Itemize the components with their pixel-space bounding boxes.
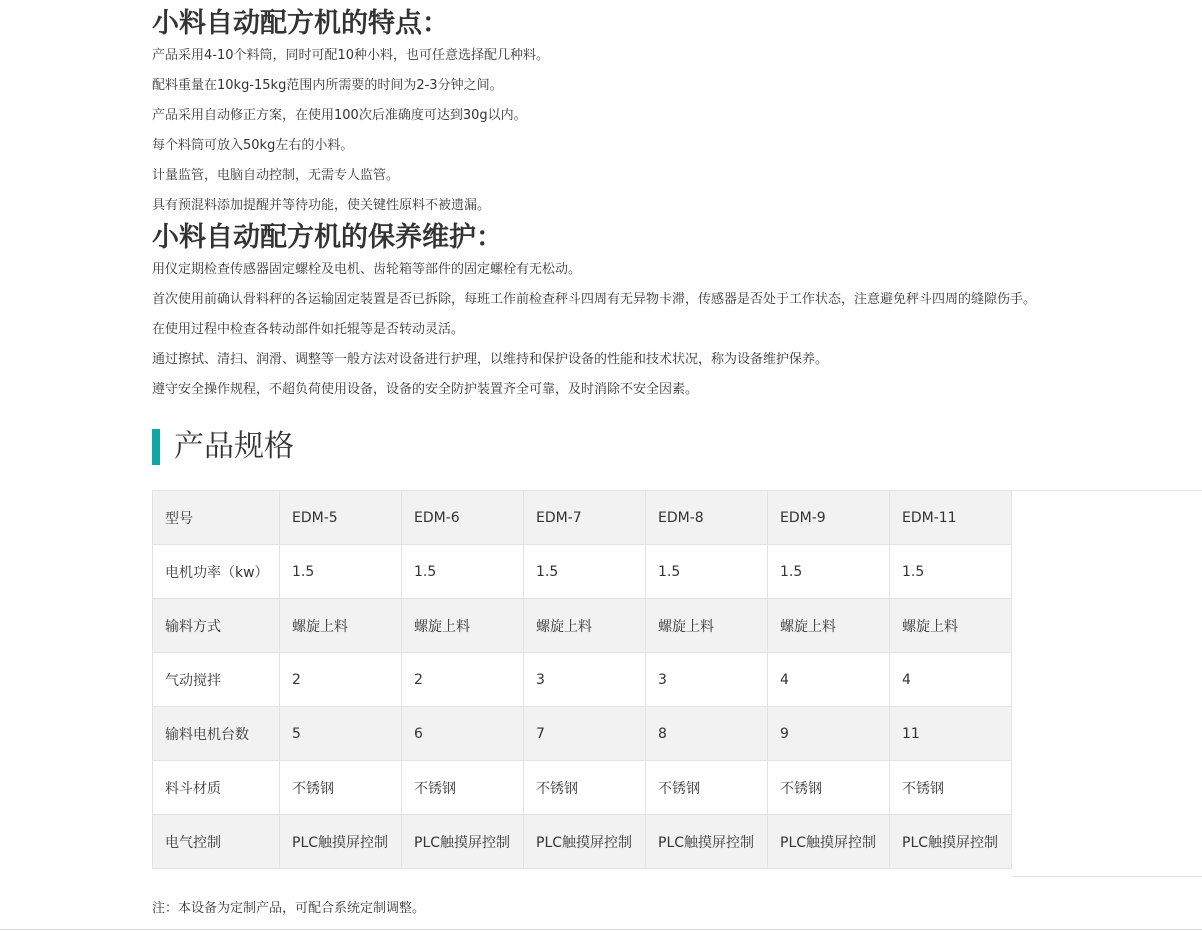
table-cell: PLC触摸屏控制 <box>402 815 524 869</box>
table-cell: 不锈钢 <box>402 761 524 815</box>
specs-title: 产品规格 <box>174 429 294 464</box>
table-cell: 2 <box>402 653 524 707</box>
row-label: 输料电机台数 <box>153 707 280 761</box>
table-cell: 11 <box>890 707 1012 761</box>
table-row <box>153 491 1012 545</box>
table-row <box>153 815 1012 869</box>
specs-table <box>152 490 1012 869</box>
table-row <box>153 545 1012 599</box>
table-extension-line-top <box>1012 490 1202 491</box>
maintenance-item: 在使用过程中检查各转动部件如托辊等是否转动灵活。 <box>152 322 465 337</box>
table-cell: PLC触摸屏控制 <box>646 815 768 869</box>
table-cell: 不锈钢 <box>768 761 890 815</box>
row-label: 电机功率（kw） <box>153 545 280 599</box>
table-cell: 1.5 <box>402 545 524 599</box>
row-label: 料斗材质 <box>153 761 280 815</box>
row-label: 输料方式 <box>153 599 280 653</box>
table-cell: 1.5 <box>280 545 402 599</box>
table-cell: PLC触摸屏控制 <box>890 815 1012 869</box>
feature-item: 产品采用自动修正方案，在使用100次后准确度可达到30g以内。 <box>152 108 527 123</box>
table-cell: 螺旋上料 <box>768 599 890 653</box>
feature-item: 计量监管，电脑自动控制，无需专人监管。 <box>152 168 400 183</box>
specs-note: 注：本设备为定制产品，可配合系统定制调整。 <box>152 901 426 916</box>
table-cell: 1.5 <box>768 545 890 599</box>
table-row <box>153 707 1012 761</box>
table-cell: 9 <box>768 707 890 761</box>
table-cell: 螺旋上料 <box>646 599 768 653</box>
feature-item: 具有预混料添加提醒并等待功能，使关键性原料不被遗漏。 <box>152 198 491 213</box>
table-cell: 不锈钢 <box>646 761 768 815</box>
feature-item: 配料重量在10kg-15kg范围内所需要的时间为2-3分钟之间。 <box>152 78 503 93</box>
table-extension-line-bottom <box>1012 876 1202 877</box>
features-heading: 小料自动配方机的特点： <box>152 8 449 39</box>
maintenance-item: 用仪定期检查传感器固定螺栓及电机、齿轮箱等部件的固定螺栓有无松动。 <box>152 262 582 277</box>
table-cell: 螺旋上料 <box>402 599 524 653</box>
feature-item: 产品采用4-10个料筒，同时可配10种小料，也可任意选择配几种料。 <box>152 48 550 63</box>
table-cell: 3 <box>524 653 646 707</box>
table-cell: PLC触摸屏控制 <box>768 815 890 869</box>
specs-title-block <box>152 429 294 465</box>
table-cell: 不锈钢 <box>890 761 1012 815</box>
table-cell: 4 <box>890 653 1012 707</box>
table-cell: 8 <box>646 707 768 761</box>
table-cell: 5 <box>280 707 402 761</box>
feature-item: 每个料筒可放入50kg左右的小料。 <box>152 138 354 153</box>
table-cell: 螺旋上料 <box>280 599 402 653</box>
row-label: 电气控制 <box>153 815 280 869</box>
table-cell: EDM-7 <box>524 491 646 545</box>
table-cell: 螺旋上料 <box>890 599 1012 653</box>
maintenance-item: 通过擦拭、清扫、润滑、调整等一般方法对设备进行护理，以维持和保护设备的性能和技术状况，称为设备维护保养。 <box>152 352 829 367</box>
maintenance-item: 遵守安全操作规程，不超负荷使用设备，设备的安全防护装置齐全可靠，及时消除不安全因素。 <box>152 382 699 397</box>
divider <box>0 929 1202 930</box>
row-label: 气动搅拌 <box>153 653 280 707</box>
table-cell: 1.5 <box>524 545 646 599</box>
table-cell: 不锈钢 <box>280 761 402 815</box>
table-cell: 7 <box>524 707 646 761</box>
table-cell: 1.5 <box>890 545 1012 599</box>
table-cell: 2 <box>280 653 402 707</box>
table-cell: PLC触摸屏控制 <box>280 815 402 869</box>
table-cell: 螺旋上料 <box>524 599 646 653</box>
table-cell: EDM-5 <box>280 491 402 545</box>
table-row <box>153 761 1012 815</box>
row-label: 型号 <box>153 491 280 545</box>
table-cell: 4 <box>768 653 890 707</box>
table-row <box>153 599 1012 653</box>
table-row <box>153 653 1012 707</box>
table-cell: 不锈钢 <box>524 761 646 815</box>
table-cell: EDM-6 <box>402 491 524 545</box>
maintenance-item: 首次使用前确认骨料秤的各运输固定装置是否已拆除，每班工作前检查秤斗四周有无异物卡滞，传感器是否处于工作状态，注意避免秤斗四周的缝隙伤手。 <box>152 292 1037 307</box>
table-cell: PLC触摸屏控制 <box>524 815 646 869</box>
table-cell: 6 <box>402 707 524 761</box>
table-cell: EDM-11 <box>890 491 1012 545</box>
accent-bar <box>152 429 160 465</box>
table-cell: EDM-9 <box>768 491 890 545</box>
table-cell: EDM-8 <box>646 491 768 545</box>
table-cell: 3 <box>646 653 768 707</box>
table-cell: 1.5 <box>646 545 768 599</box>
maintenance-heading: 小料自动配方机的保养维护： <box>152 222 503 253</box>
